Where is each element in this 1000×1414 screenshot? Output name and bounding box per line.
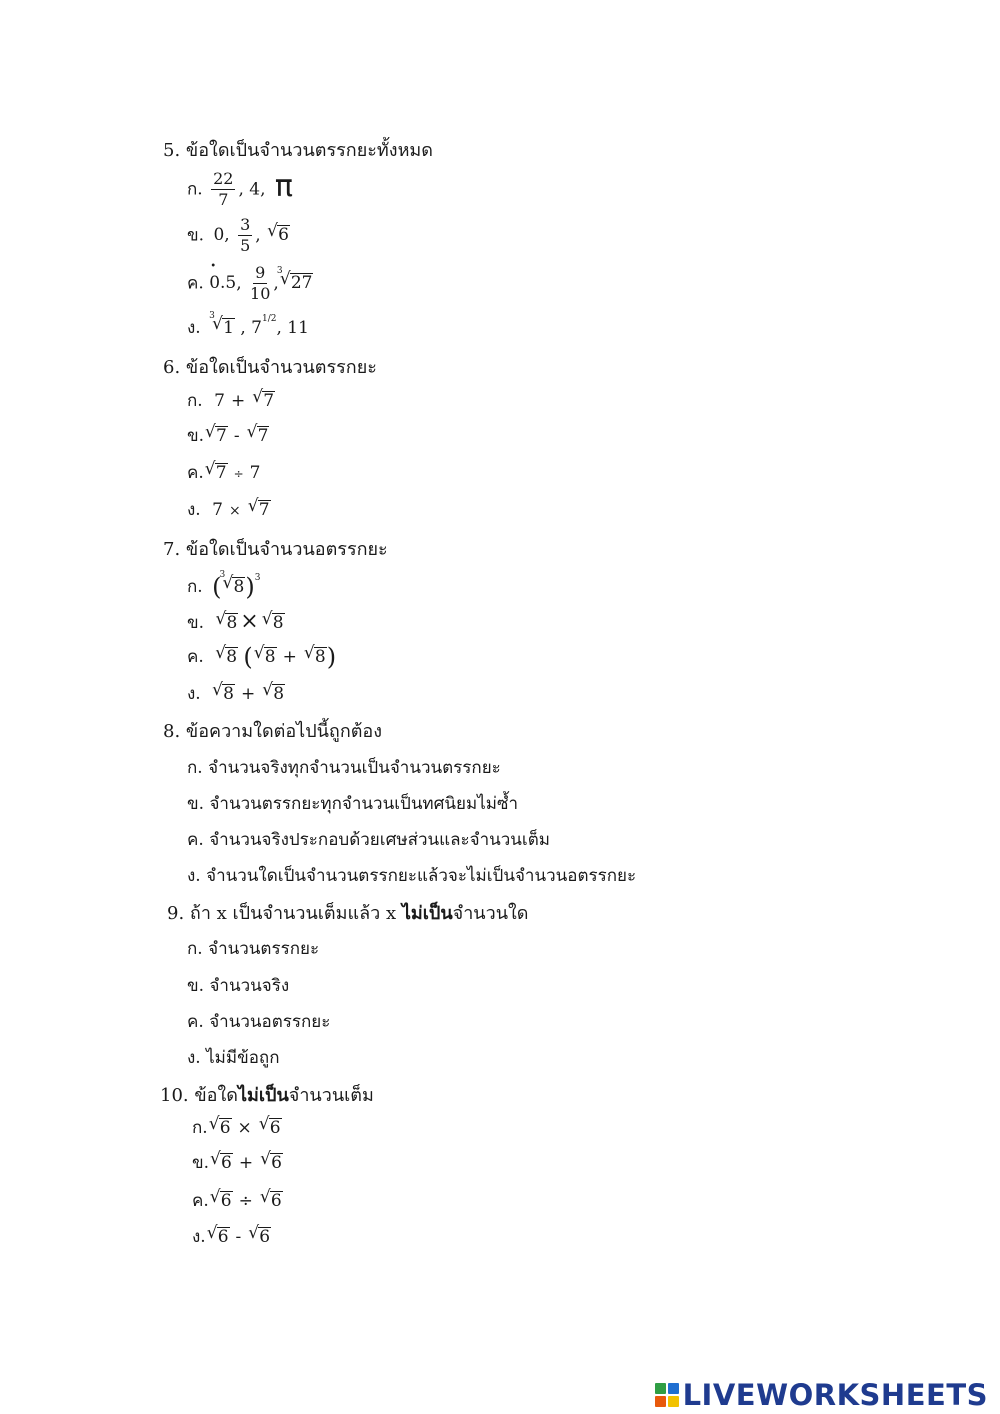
square-root: √ 7: [205, 463, 228, 482]
question-8: [163, 723, 382, 741]
square-root: √ 6: [260, 1191, 283, 1210]
question-text: ข้อใดเป็นจำนวนอตรรกยะ: [185, 539, 388, 560]
choice-text: จำนวนอตรรกยะ: [209, 1012, 331, 1032]
choice-7-a[interactable]: ก. ( √ 3 8)$^3$: [187, 574, 260, 599]
question-text: ถ้า x เป็นจำนวนเต็มแล้ว x: [189, 903, 402, 924]
choice-10-b[interactable]: ข.√ 6 +√ 6: [192, 1153, 283, 1172]
choice-7-d[interactable]: ง. √ 8 +√ 8: [187, 684, 285, 703]
choice-10-d[interactable]: ง.√ 6 -√ 6: [192, 1227, 271, 1246]
square-root: √ 8: [262, 684, 285, 703]
question-number: 8.: [163, 721, 181, 742]
exponent: 3: [254, 573, 261, 583]
logo-square-yellow: [668, 1396, 679, 1407]
choice-label: ก.: [187, 391, 203, 411]
choice-label: ง.: [187, 866, 201, 886]
choice-6-c[interactable]: ค.√ 7 ÷ 7: [187, 463, 261, 482]
choice-label: ค.: [187, 273, 204, 294]
choice-text: ไม่มีข้อถูก: [206, 1048, 280, 1068]
question-text: ข้อความใดต่อไปนี้ถูกต้อง: [185, 721, 383, 742]
choice-label: ก.: [187, 179, 203, 200]
logo-square-green: [655, 1383, 666, 1394]
choice-text: จำนวนตรรกยะ: [208, 939, 320, 959]
choice-9-b[interactable]: [187, 978, 289, 995]
choice-label: ง.: [187, 500, 201, 520]
choice-8-a[interactable]: [187, 760, 501, 777]
choice-label: ข.: [192, 1153, 210, 1173]
choice-5-d[interactable]: ง. √ 3 1 , $7^{1/2}$, 11: [187, 315, 309, 337]
choice-8-d[interactable]: [187, 868, 636, 885]
choice-7-c[interactable]: ค. √ 8 (√ 8 +√ 8): [187, 645, 336, 669]
choice-label: ข.: [187, 794, 205, 814]
question-text: ข้อใดเป็นจำนวนตรรกยะ: [185, 357, 377, 378]
logo-square-blue: [668, 1383, 679, 1394]
choice-label: ง.: [187, 1048, 201, 1068]
fraction: $\frac{22}{7}$: [213, 169, 234, 209]
choice-label: ง.: [187, 684, 201, 704]
choice-10-c[interactable]: ค.√ 6 ÷√ 6: [192, 1191, 283, 1210]
choice-label: ข.: [187, 225, 205, 246]
square-root: √ 8: [254, 647, 277, 666]
question-number: 10.: [160, 1085, 189, 1106]
exponent: 1/2: [261, 314, 277, 324]
square-root: √ 6: [209, 1118, 232, 1137]
liveworksheets-watermark: [655, 1378, 988, 1412]
square-root: √ 6: [210, 1191, 233, 1210]
square-root: √ 8: [262, 613, 285, 632]
choice-10-a[interactable]: ก.√ 6 ×√ 6: [192, 1118, 282, 1137]
cube-root: √ 3 27: [280, 273, 314, 292]
square-root: √ 8: [215, 613, 238, 632]
choice-label: ข.: [187, 426, 205, 446]
question-6: [163, 359, 377, 377]
choice-6-b[interactable]: ข.√ 7 -√ 7: [187, 426, 269, 445]
choice-9-c[interactable]: [187, 1014, 330, 1031]
fraction: $\frac{9}{10}$: [250, 263, 271, 303]
repeating-decimal: 0.5 •: [209, 273, 236, 293]
question-emphasis: ไม่เป็น: [401, 903, 453, 924]
choice-label: ก.: [192, 1118, 208, 1138]
square-root: √ 8: [212, 684, 235, 703]
question-9: [167, 905, 529, 923]
choice-label: ก.: [187, 939, 203, 959]
question-5: [163, 142, 433, 160]
choice-9-a[interactable]: [187, 941, 319, 958]
square-root: √ 6: [248, 1227, 271, 1246]
choice-8-c[interactable]: [187, 832, 550, 849]
choice-text: จำนวนจริงทุกจำนวนเป็นจำนวนตรรกยะ: [208, 758, 501, 778]
choice-label: ข.: [187, 613, 205, 633]
choice-9-d[interactable]: [187, 1050, 280, 1067]
square-root: √ 6: [210, 1153, 233, 1172]
liveworksheets-logo-icon: [655, 1383, 679, 1407]
choice-5-c[interactable]: ค. 0.5 •, $\frac{9}{10}$ , √ 3 27: [187, 265, 313, 303]
square-root: √ 8: [304, 647, 327, 666]
square-root: √ 7: [252, 391, 275, 410]
choice-label: ค.: [187, 1012, 204, 1032]
choice-label: ง.: [187, 318, 201, 338]
square-root: √ 6: [267, 225, 290, 244]
brand-name: LIVEWORKSHEETS: [682, 1378, 988, 1412]
square-root: √ 7: [248, 500, 271, 519]
cube-root: √ 3 8: [222, 577, 245, 596]
question-number: 5.: [163, 140, 181, 161]
choice-6-d[interactable]: ง. 7 ×√ 7: [187, 500, 271, 519]
question-10: [160, 1087, 374, 1105]
question-text: ข้อใด: [194, 1085, 238, 1106]
square-root: √ 8: [215, 647, 238, 666]
choice-7-b[interactable]: ข. √ 8 ×√ 8: [187, 611, 285, 633]
question-text: จำนวนใด: [452, 903, 529, 924]
question-7: [163, 541, 388, 559]
choice-8-b[interactable]: [187, 796, 518, 813]
question-number: 9.: [167, 903, 185, 924]
question-text: ข้อใดเป็นจำนวนตรรกยะทั้งหมด: [185, 140, 433, 161]
logo-square-orange: [655, 1396, 666, 1407]
pi-symbol: π: [274, 169, 293, 205]
question-text: จำนวนเต็ม: [288, 1085, 374, 1106]
choice-6-a[interactable]: ก. 7 +√ 7: [187, 391, 275, 410]
choice-label: ข.: [187, 976, 205, 996]
choice-label: ก.: [187, 577, 203, 597]
choice-5-a[interactable]: ก. $\frac{22}{7}$ , 4, π: [187, 169, 293, 209]
choice-text: จำนวนตรรกยะทุกจำนวนเป็นทศนิยมไม่ซ้ำ: [209, 794, 519, 814]
square-root: √ 6: [259, 1118, 282, 1137]
choice-text: จำนวนใดเป็นจำนวนตรรกยะแล้วจะไม่เป็นจำนวนอตรรกยะ: [206, 866, 637, 886]
choice-text: จำนวนจริงประกอบด้วยเศษส่วนและจำนวนเต็ม: [209, 830, 550, 850]
choice-label: ค.: [187, 463, 204, 483]
square-root: √ 6: [260, 1153, 283, 1172]
question-number: 7.: [163, 539, 181, 560]
choice-5-b[interactable]: ข. 0, $\frac{3}{5}$ , √ 6: [187, 217, 290, 255]
question-emphasis: ไม่เป็น: [237, 1085, 289, 1106]
square-root: √ 6: [207, 1227, 230, 1246]
square-root: √ 7: [205, 426, 228, 445]
choice-label: ค.: [192, 1191, 209, 1211]
square-root: √ 7: [247, 426, 270, 445]
fraction: $\frac{3}{5}$: [240, 215, 251, 255]
choice-label: ก.: [187, 758, 203, 778]
choice-label: ค.: [187, 647, 204, 667]
choice-label: ค.: [187, 830, 204, 850]
choice-text: จำนวนจริง: [209, 976, 290, 996]
choice-label: ง.: [192, 1227, 206, 1247]
question-number: 6.: [163, 357, 181, 378]
cube-root: √ 3 1: [212, 318, 235, 337]
